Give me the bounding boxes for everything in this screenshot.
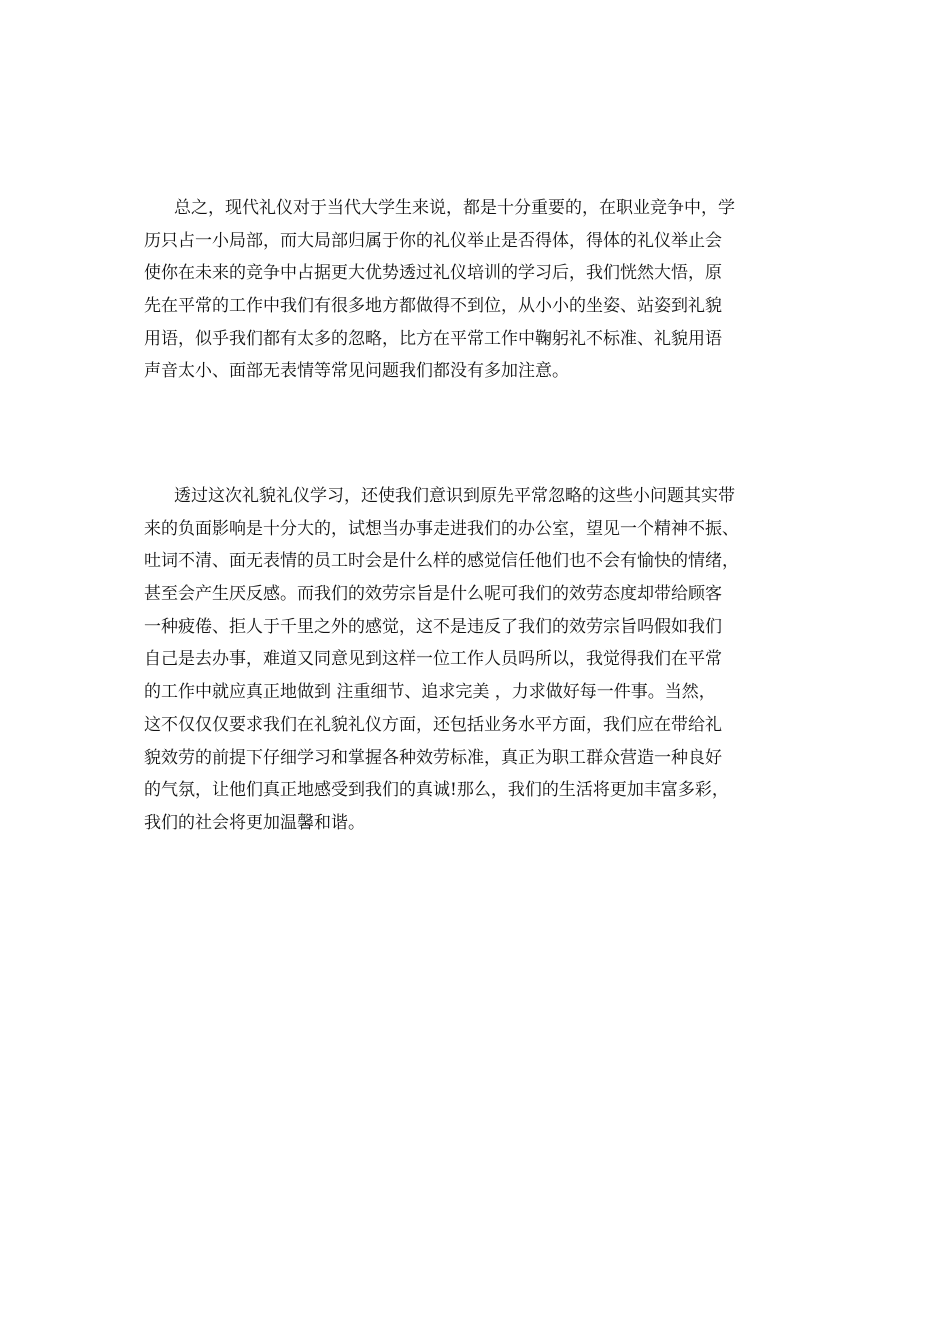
- text-line: 声音太小、面部无表情等常见问题我们都没有多加注意。: [144, 361, 569, 382]
- text-line: 自己是去办事，难道又同意见到这样一位工作人员吗所以，我觉得我们在平常: [144, 649, 722, 670]
- text-line: 来的负面影响是十分大的，试想当办事走进我们的办公室，望见一个精神不振、: [144, 518, 739, 539]
- paragraph-2: [144, 480, 820, 840]
- text-line: 用语，似乎我们都有太多的忽略，比方在平常工作中鞠躬礼不标准、礼貌用语: [144, 328, 722, 349]
- text-line: 的工作中就应真正地做到 注重细节、追求完美 ，力求做好每一件事。当然，: [144, 682, 716, 703]
- text-line: 的气氛，让他们真正地感受到我们的真诚!那么，我们的生活将更加丰富多彩，: [144, 780, 729, 801]
- text-line: 先在平常的工作中我们有很多地方都做得不到位，从小小的坐姿、站姿到礼貌: [144, 296, 722, 317]
- text-line: 这不仅仅仅要求我们在礼貌礼仪方面，还包括业务水平方面，我们应在带给礼: [144, 714, 722, 735]
- text-line: 甚至会产生厌反感。而我们的效劳宗旨是什么呢可我们的效劳态度却带给顾客: [144, 584, 722, 605]
- text-line: 历只占一小局部，而大局部归属于你的礼仪举止是否得体，得体的礼仪举止会: [144, 230, 722, 251]
- text-line: 貌效劳的前提下仔细学习和掌握各种效劳标准，真正为职工群众营造一种良好: [144, 747, 722, 768]
- paragraph-1: [144, 192, 820, 388]
- text-line: 一种疲倦、拒人于千里之外的感觉，这不是违反了我们的效劳宗旨吗假如我们: [144, 616, 722, 637]
- text-line: 总之，现代礼仪对于当代大学生来说，都是十分重要的，在职业竞争中，学: [174, 198, 735, 218]
- text-line: 吐词不清、面无表情的员工时会是什么样的感觉信任他们也不会有愉快的情绪，: [144, 551, 739, 572]
- text-line: 我们的社会将更加温馨和谐。: [144, 812, 365, 833]
- text-line: 透过这次礼貌礼仪学习，还使我们意识到原先平常忽略的这些小问题其实带: [174, 486, 735, 506]
- text-line: 使你在未来的竞争中占据更大优势透过礼仪培训的学习后，我们恍然大悟，原: [144, 263, 722, 284]
